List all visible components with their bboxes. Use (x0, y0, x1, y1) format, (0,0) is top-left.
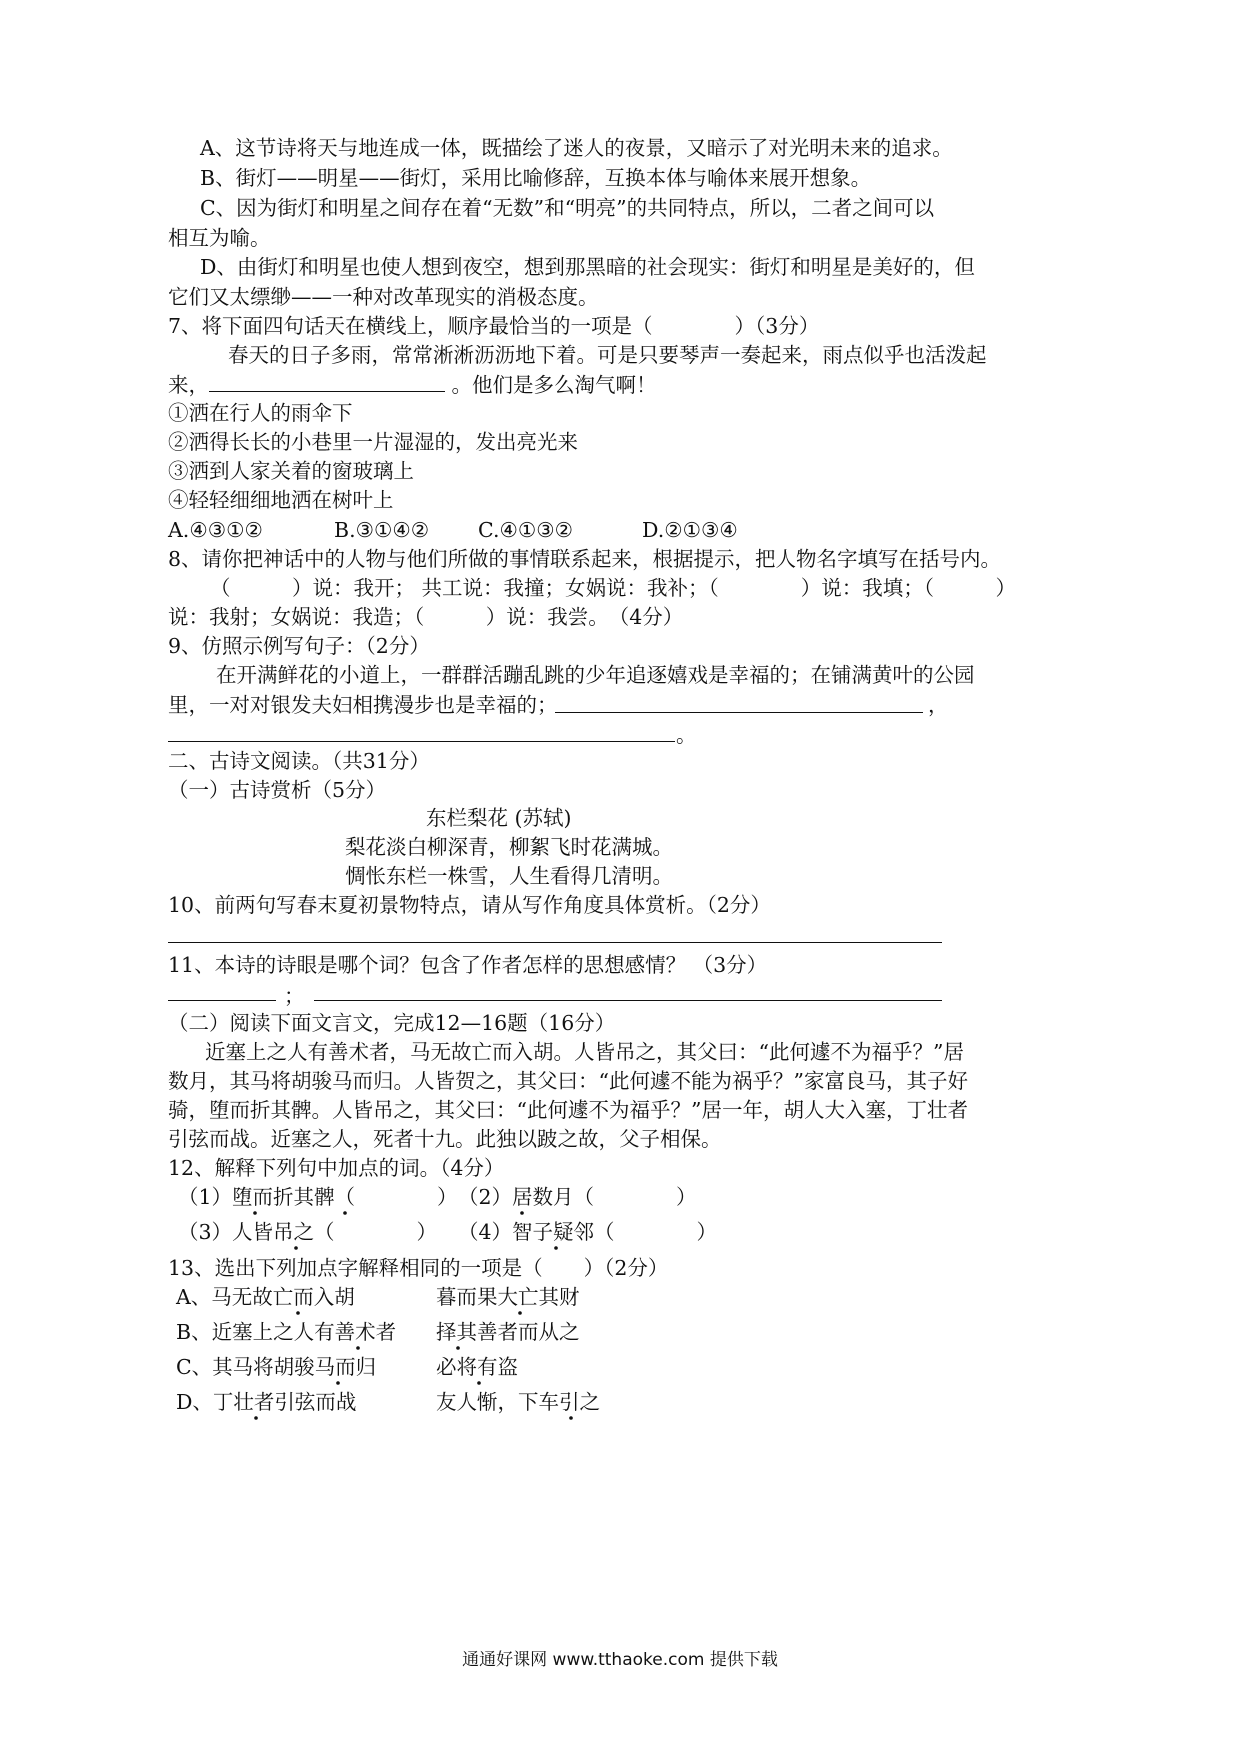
q7-option-b: B.③①④② (334, 518, 430, 542)
poem-line2: 惆怅东栏一株雪，人生看得几清明。 (345, 864, 673, 888)
section2-sub1: （一）古诗赏析（5分） (168, 778, 387, 802)
q12-stem: 12、解释下列句中加点的词。（4分） (168, 1156, 505, 1180)
passage-line4: 引弦而战。近塞之人，死者十九。此独以跛之故，父子相保。 (168, 1127, 722, 1151)
q13-option-d-left: D、丁壮者引弦而战 (176, 1390, 357, 1414)
page-footer: 通通好课网 www.tthaoke.com 提供下载 (462, 1650, 778, 1670)
q9-answer-blank-2[interactable] (168, 741, 675, 742)
q9-stem: 9、仿照示例写句子：（2分） (168, 634, 430, 658)
q7-sentence-2: ②洒得长长的小巷里一片湿湿的，发出亮光来 (168, 430, 578, 454)
q13-stem: 13、选出下列加点字解释相同的一项是（ ）（2分） (168, 1256, 669, 1280)
q13-option-c-left: C、其马将胡骏马而归 (176, 1355, 377, 1379)
q11-stem: 11、本诗的诗眼是哪个词？包含了作者怎样的思想感情？ （3分） (168, 953, 768, 977)
q10-stem: 10、前两句写春末夏初景物特点，请从写作角度具体赏析。（2分） (168, 893, 771, 917)
poem-line1: 梨花淡白柳深青，柳絮飞时花满城。 (345, 835, 673, 859)
q6-option-c-line2: 相互为喻。 (168, 226, 271, 250)
q13-option-a-right: 暮而果大亡其财 (436, 1285, 580, 1309)
q7-sentence-1: ①洒在行人的雨伞下 (168, 401, 353, 425)
poem-title: 东栏梨花 (苏轼) (426, 806, 572, 830)
q7-option-d: D.②①③④ (642, 518, 738, 542)
section2-sub2: （二）阅读下面文言文，完成12—16题（16分） (168, 1011, 616, 1035)
q7-passage-line2 (168, 369, 657, 400)
q6-option-d-line1: D、由街灯和明星也使人想到夜空，想到那黑暗的社会现实：街灯和明星是美好的，但 (200, 255, 975, 279)
passage-line3: 骑，堕而折其髀。人皆吊之，其父曰：“此何遽不为福乎？”居一年，胡人大入塞，丁壮者 (168, 1098, 968, 1122)
q13-option-b-left: B、近塞上之人有善术者 (176, 1320, 397, 1344)
q6-option-b: B、街灯——明星——街灯，采用比喻修辞，互换本体与喻体来展开想象。 (200, 166, 872, 190)
q13-option-c-right: 必将有盗 (436, 1355, 518, 1379)
q7-answer-blank[interactable] (209, 369, 445, 392)
q7-option-c: C.④①③② (478, 518, 573, 542)
q12-item-2: （2）居数月（ ） (458, 1185, 697, 1209)
q8-line2: 说：我射；女娲说：我造；（ ）说：我尝。 （4分） (168, 605, 684, 629)
q13-option-b-right: 择其善者而从之 (436, 1320, 580, 1344)
q11-answer-blank-1[interactable] (168, 1000, 276, 1001)
q7-sentence-3: ③洒到人家关着的窗玻璃上 (168, 459, 414, 483)
q8-line1: （ ）说：我开； 共工说：我撞；女娲说：我补；（ ）说：我填；（ ） (210, 576, 1017, 600)
q13-option-d-right: 友人惭，下车引之 (436, 1390, 600, 1414)
q11-answer-blank-2[interactable] (314, 1000, 942, 1001)
q6-option-a: A、这节诗将天与地连成一体，既描绘了迷人的夜景，又暗示了对光明未来的追求。 (200, 136, 953, 160)
q7-passage-start: 来， (168, 373, 209, 397)
q6-option-c-line1: C、因为街灯和明星之间存在着“无数”和“明亮”的共同特点，所以，二者之间可以 (200, 196, 935, 220)
q9-period: 。 (676, 723, 697, 747)
q10-answer-line[interactable] (168, 942, 942, 943)
q12-item-3: （3）人皆吊之（ ） (178, 1220, 438, 1244)
q7-stem: 7、将下面四句话天在横线上，顺序最恰当的一项是（ ）（3分） (168, 314, 820, 338)
q11-separator: ； (284, 984, 305, 1008)
q12-item-4: （4）智子疑邻（ ） (458, 1220, 718, 1244)
q7-passage-end: 。他们是多么淘气啊！ (451, 373, 657, 397)
q6-option-d-line2: 它们又太缥缈——一种对改革现实的消极态度。 (168, 285, 599, 309)
q9-example-line2: 里，一对对银发夫妇相携漫步也是幸福的； (168, 693, 558, 717)
q7-passage-line1: 春天的日子多雨，常常淅淅沥沥地下着。可是只要琴声一奏起来，雨点似乎也活泼起 (228, 343, 987, 367)
q8-stem: 8、请你把神话中的人物与他们所做的事情联系起来，根据提示，把人物名字填写在括号内。 (168, 547, 1002, 571)
q7-option-a: A.④③①② (168, 518, 263, 542)
q7-sentence-4: ④轻轻细细地洒在树叶上 (168, 488, 394, 512)
q9-answer-blank-1[interactable] (555, 712, 923, 713)
passage-line1: 近塞上之人有善术者，马无故亡而入胡。人皆吊之，其父曰：“此何遽不为福乎？”居 (205, 1040, 964, 1064)
q13-option-a-left: A、马无故亡而入胡 (176, 1285, 355, 1309)
section2-title: 二、古诗文阅读。（共31分） (168, 749, 430, 773)
passage-line2: 数月，其马将胡骏马而归。人皆贺之，其父曰：“此何遽不能为祸乎？”家富良马，其子好 (168, 1069, 968, 1093)
q9-comma: ， (928, 693, 949, 717)
q12-item-1: （1）堕而折其髀（ ） (178, 1185, 458, 1209)
q9-example-line1: 在开满鲜花的小道上，一群群活蹦乱跳的少年追逐嬉戏是幸福的；在铺满黄叶的公园 (216, 663, 975, 687)
